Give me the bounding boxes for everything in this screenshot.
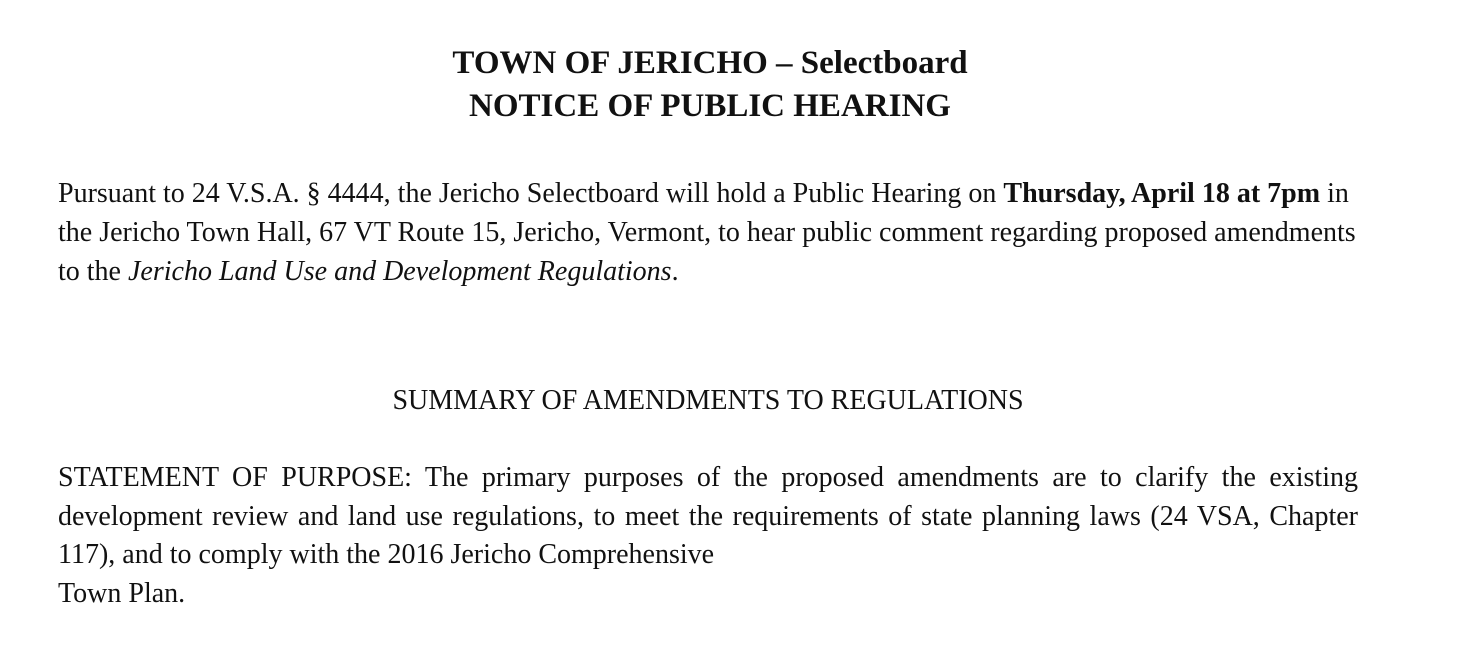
intro-text-3: . bbox=[671, 256, 679, 287]
title-line-town: TOWN OF JERICHO – Selectboard bbox=[452, 45, 968, 81]
hearing-date: Thursday, April 18 at 7pm bbox=[1003, 178, 1321, 209]
intro-text-1: Pursuant to 24 V.S.A. § 4444, the Jericho Selectboard will hold a Public Hearing on bbox=[58, 178, 1004, 209]
purpose-text: STATEMENT OF PURPOSE: The primary purposes of the proposed amendments are to clarify the existing development review and land use regulations, to meet the requirements of state planning laws (24 VSA, Chapter 117), and to comply with the 2016 Jericho Comprehensive bbox=[58, 462, 1358, 570]
summary-heading: SUMMARY OF AMENDMENTS TO REGULATIONS bbox=[392, 385, 1024, 416]
purpose-paragraph bbox=[58, 459, 1358, 613]
notice-title bbox=[0, 42, 1420, 128]
title-line-notice: NOTICE OF PUBLIC HEARING bbox=[469, 88, 951, 124]
purpose-text-last: Town Plan. bbox=[58, 577, 186, 609]
regulations-title: Jericho Land Use and Development Regulations bbox=[128, 256, 672, 287]
intro-text-2: in the Jericho Town Hall, 67 VT Route 15, Jericho, Vermont, to hear public comment regarding proposed amendments to the bbox=[58, 178, 1356, 287]
intro-paragraph bbox=[58, 174, 1358, 291]
